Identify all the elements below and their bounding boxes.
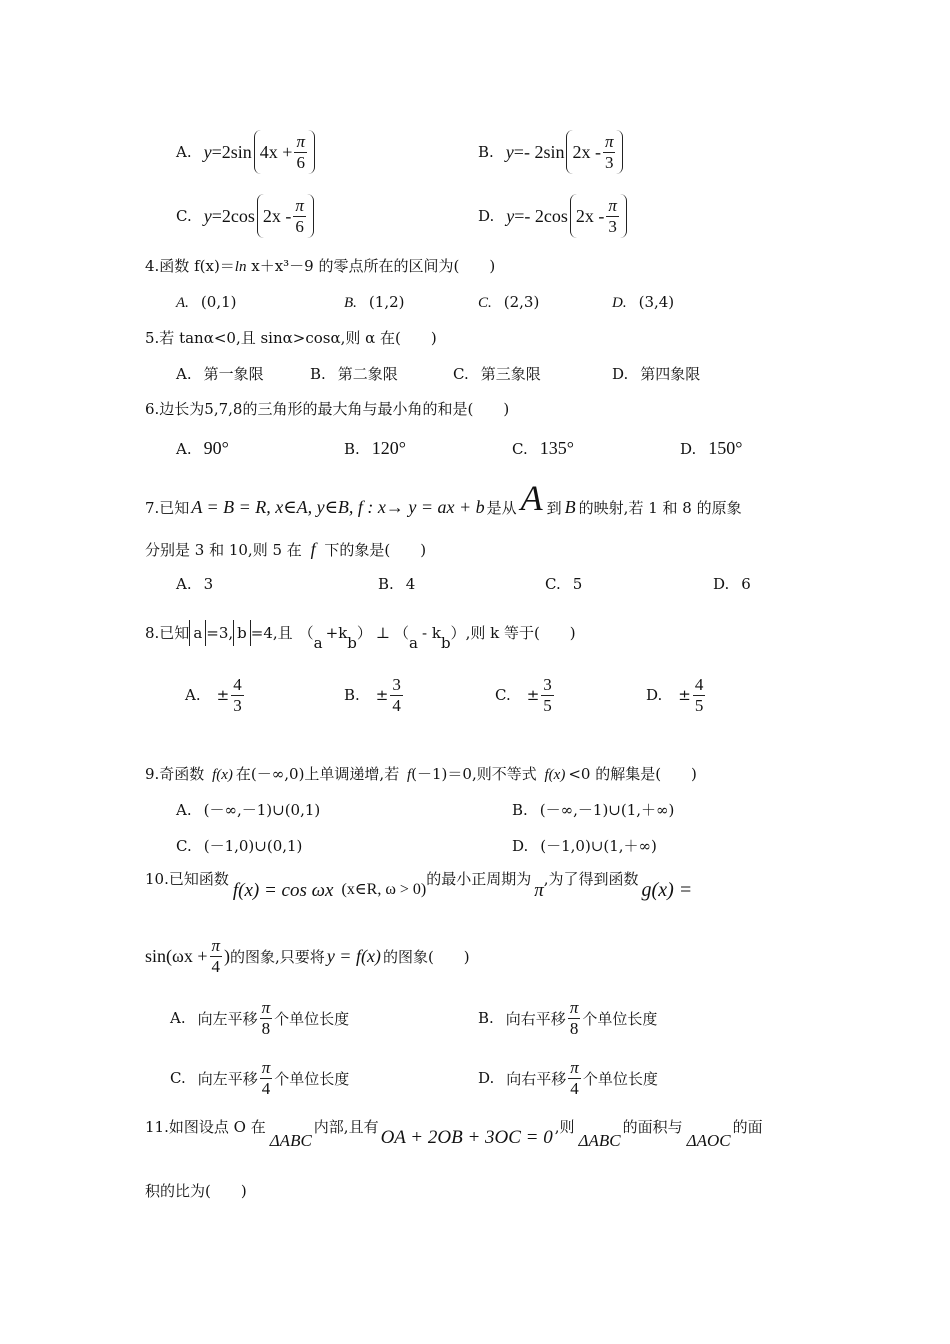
q7-option-d[interactable]: D. 6 (713, 575, 751, 593)
q10-option-d[interactable]: D. 向右平移 $\frac{\pi}{4}$ 个单位长度 (478, 1057, 658, 1098)
q11-stem-line2: 积的比为( ) (145, 1182, 247, 1200)
q5-option-a[interactable]: A. 第一象限 (176, 365, 264, 383)
q7-stem-line2: 分别是 3 和 10,则 5 在 f 下的象是( ) (145, 539, 427, 559)
q8-option-c[interactable]: C. ± $\frac{3}{5}$ (495, 674, 552, 715)
paren-group: 2x - $\frac{\pi}{3}$ (566, 130, 623, 174)
fraction: $\frac{4}{3}$ (233, 674, 242, 715)
q9-option-a[interactable]: A. (－∞,－1)∪(0,1) (176, 801, 321, 819)
q6-option-a[interactable]: A. 90° (176, 438, 229, 458)
q4-option-d[interactable]: D. (3,4) (612, 293, 675, 311)
q8-option-d[interactable]: D. ± $\frac{4}{5}$ (646, 674, 704, 715)
abs-b: b (233, 620, 251, 646)
q6-option-b[interactable]: B. 120° (344, 438, 406, 458)
q9-stem: 9.奇函数 f(x) 在(－∞,0)上单调递增,若 f(－1)＝0,则不等式 f(x) <0 的解集是( ) (145, 765, 697, 783)
fraction: $\frac{\pi}{8}$ (261, 997, 271, 1038)
q10-option-c[interactable]: C. 向左平移 $\frac{\pi}{4}$ 个单位长度 (170, 1057, 350, 1098)
q5-option-b[interactable]: B. 第二象限 (310, 365, 398, 383)
q10-stem-line2: sin(ωx + $\frac{\pi}{4}$ ) 的图象,只要将 y = f(x) 的图象( ) (145, 935, 470, 976)
abs-a: a (189, 620, 206, 646)
q10-stem-line1: 10.已知函数 f(x) = cos ωx (x∈R, ω > 0) 的最小正周期为 π ,为了得到函数 g(x) = (145, 870, 693, 901)
q3-option-a[interactable]: A. y =2sin 4x + $\frac{\pi}{6}$ (176, 127, 317, 177)
q5-stem: 5.若 tanα<0,且 sinα>cosα,则 α 在( ) (145, 329, 437, 347)
q6-option-d[interactable]: D. 150° (680, 438, 743, 458)
q4-option-b[interactable]: B. (1,2) (344, 293, 405, 311)
q4-option-c[interactable]: C. (2,3) (478, 293, 540, 311)
fraction: $\frac{\pi}{8}$ (569, 997, 579, 1038)
fraction: $\frac{\pi}{4}$ (261, 1057, 271, 1098)
fraction: $\frac{\pi}{3}$ (604, 131, 614, 172)
q4-stem: 4.函数 f(x)＝ln x＋x³－9 的零点所在的区间为( ) (145, 257, 496, 275)
q8-stem: 8.已知 a =3, b =4,且 （ a +k b ） ⊥ （ a - k b ） ,则 k 等于( ) (145, 616, 576, 650)
q8-option-a[interactable]: A. ± $\frac{4}{3}$ (185, 674, 242, 715)
q7-option-c[interactable]: C. 5 (545, 575, 583, 593)
fraction: $\frac{\pi}{6}$ (295, 195, 304, 236)
option-label: A. (176, 143, 192, 161)
option-label: D. (478, 207, 495, 225)
q6-stem: 6.边长为5,7,8的三角形的最大角与最小角的和是( ) (145, 400, 510, 418)
q10-option-b[interactable]: B. 向右平移 $\frac{\pi}{8}$ 个单位长度 (478, 997, 658, 1038)
q10-option-a[interactable]: A. 向左平移 $\frac{\pi}{8}$ 个单位长度 (170, 997, 350, 1038)
fraction: $\frac{4}{5}$ (694, 674, 704, 715)
q9-option-d[interactable]: D. (－1,0)∪(1,＋∞) (512, 837, 657, 855)
fraction: $\frac{\pi}{3}$ (608, 195, 617, 236)
q7-option-b[interactable]: B. 4 (378, 575, 416, 593)
q6-option-c[interactable]: C. 135° (512, 438, 574, 458)
option-label: C. (176, 207, 192, 225)
q3-option-d[interactable]: D. y =- 2cos 2x - $\frac{\pi}{3}$ (478, 191, 629, 241)
q7-stem-line1: 7.已知 A = B = R, x∈A, y∈B, f : x→ y = ax + b 是从 A 到 B 的映射,若 1 和 8 的原象 (145, 478, 742, 518)
q7-option-a[interactable]: A. 3 (176, 575, 214, 593)
fraction: $\frac{\pi}{4}$ (570, 1057, 579, 1098)
q5-option-d[interactable]: D. 第四象限 (612, 365, 701, 383)
q8-option-b[interactable]: B. ± $\frac{3}{4}$ (344, 674, 401, 715)
paren-group: 4x + $\frac{\pi}{6}$ (254, 130, 315, 174)
fraction: $\frac{3}{5}$ (543, 674, 552, 715)
fraction: $\frac{\pi}{6}$ (296, 131, 305, 172)
q3-option-b[interactable]: B. y =- 2sin 2x - $\frac{\pi}{3}$ (478, 127, 625, 177)
paren-group: 2x - $\frac{\pi}{6}$ (257, 194, 314, 238)
q9-option-b[interactable]: B. (－∞,－1)∪(1,＋∞) (512, 801, 675, 819)
fraction: $\frac{\pi}{4}$ (211, 935, 221, 976)
q9-option-c[interactable]: C. (－1,0)∪(0,1) (176, 837, 303, 855)
q5-option-c[interactable]: C. 第三象限 (453, 365, 541, 383)
paren-group: 2x - $\frac{\pi}{3}$ (570, 194, 627, 238)
option-label: B. (478, 143, 494, 161)
fraction: $\frac{3}{4}$ (392, 674, 401, 715)
q4-option-a[interactable]: A. (0,1) (176, 293, 237, 311)
q3-option-c[interactable]: C. y =2cos 2x - $\frac{\pi}{6}$ (176, 191, 316, 241)
q11-stem-line1: 11.如图设点 O 在 ΔABC 内部,且有 OA + 2OB + 3OC = 0 ,则 ΔABC 的面积与 ΔAOC 的面 (145, 1118, 763, 1150)
